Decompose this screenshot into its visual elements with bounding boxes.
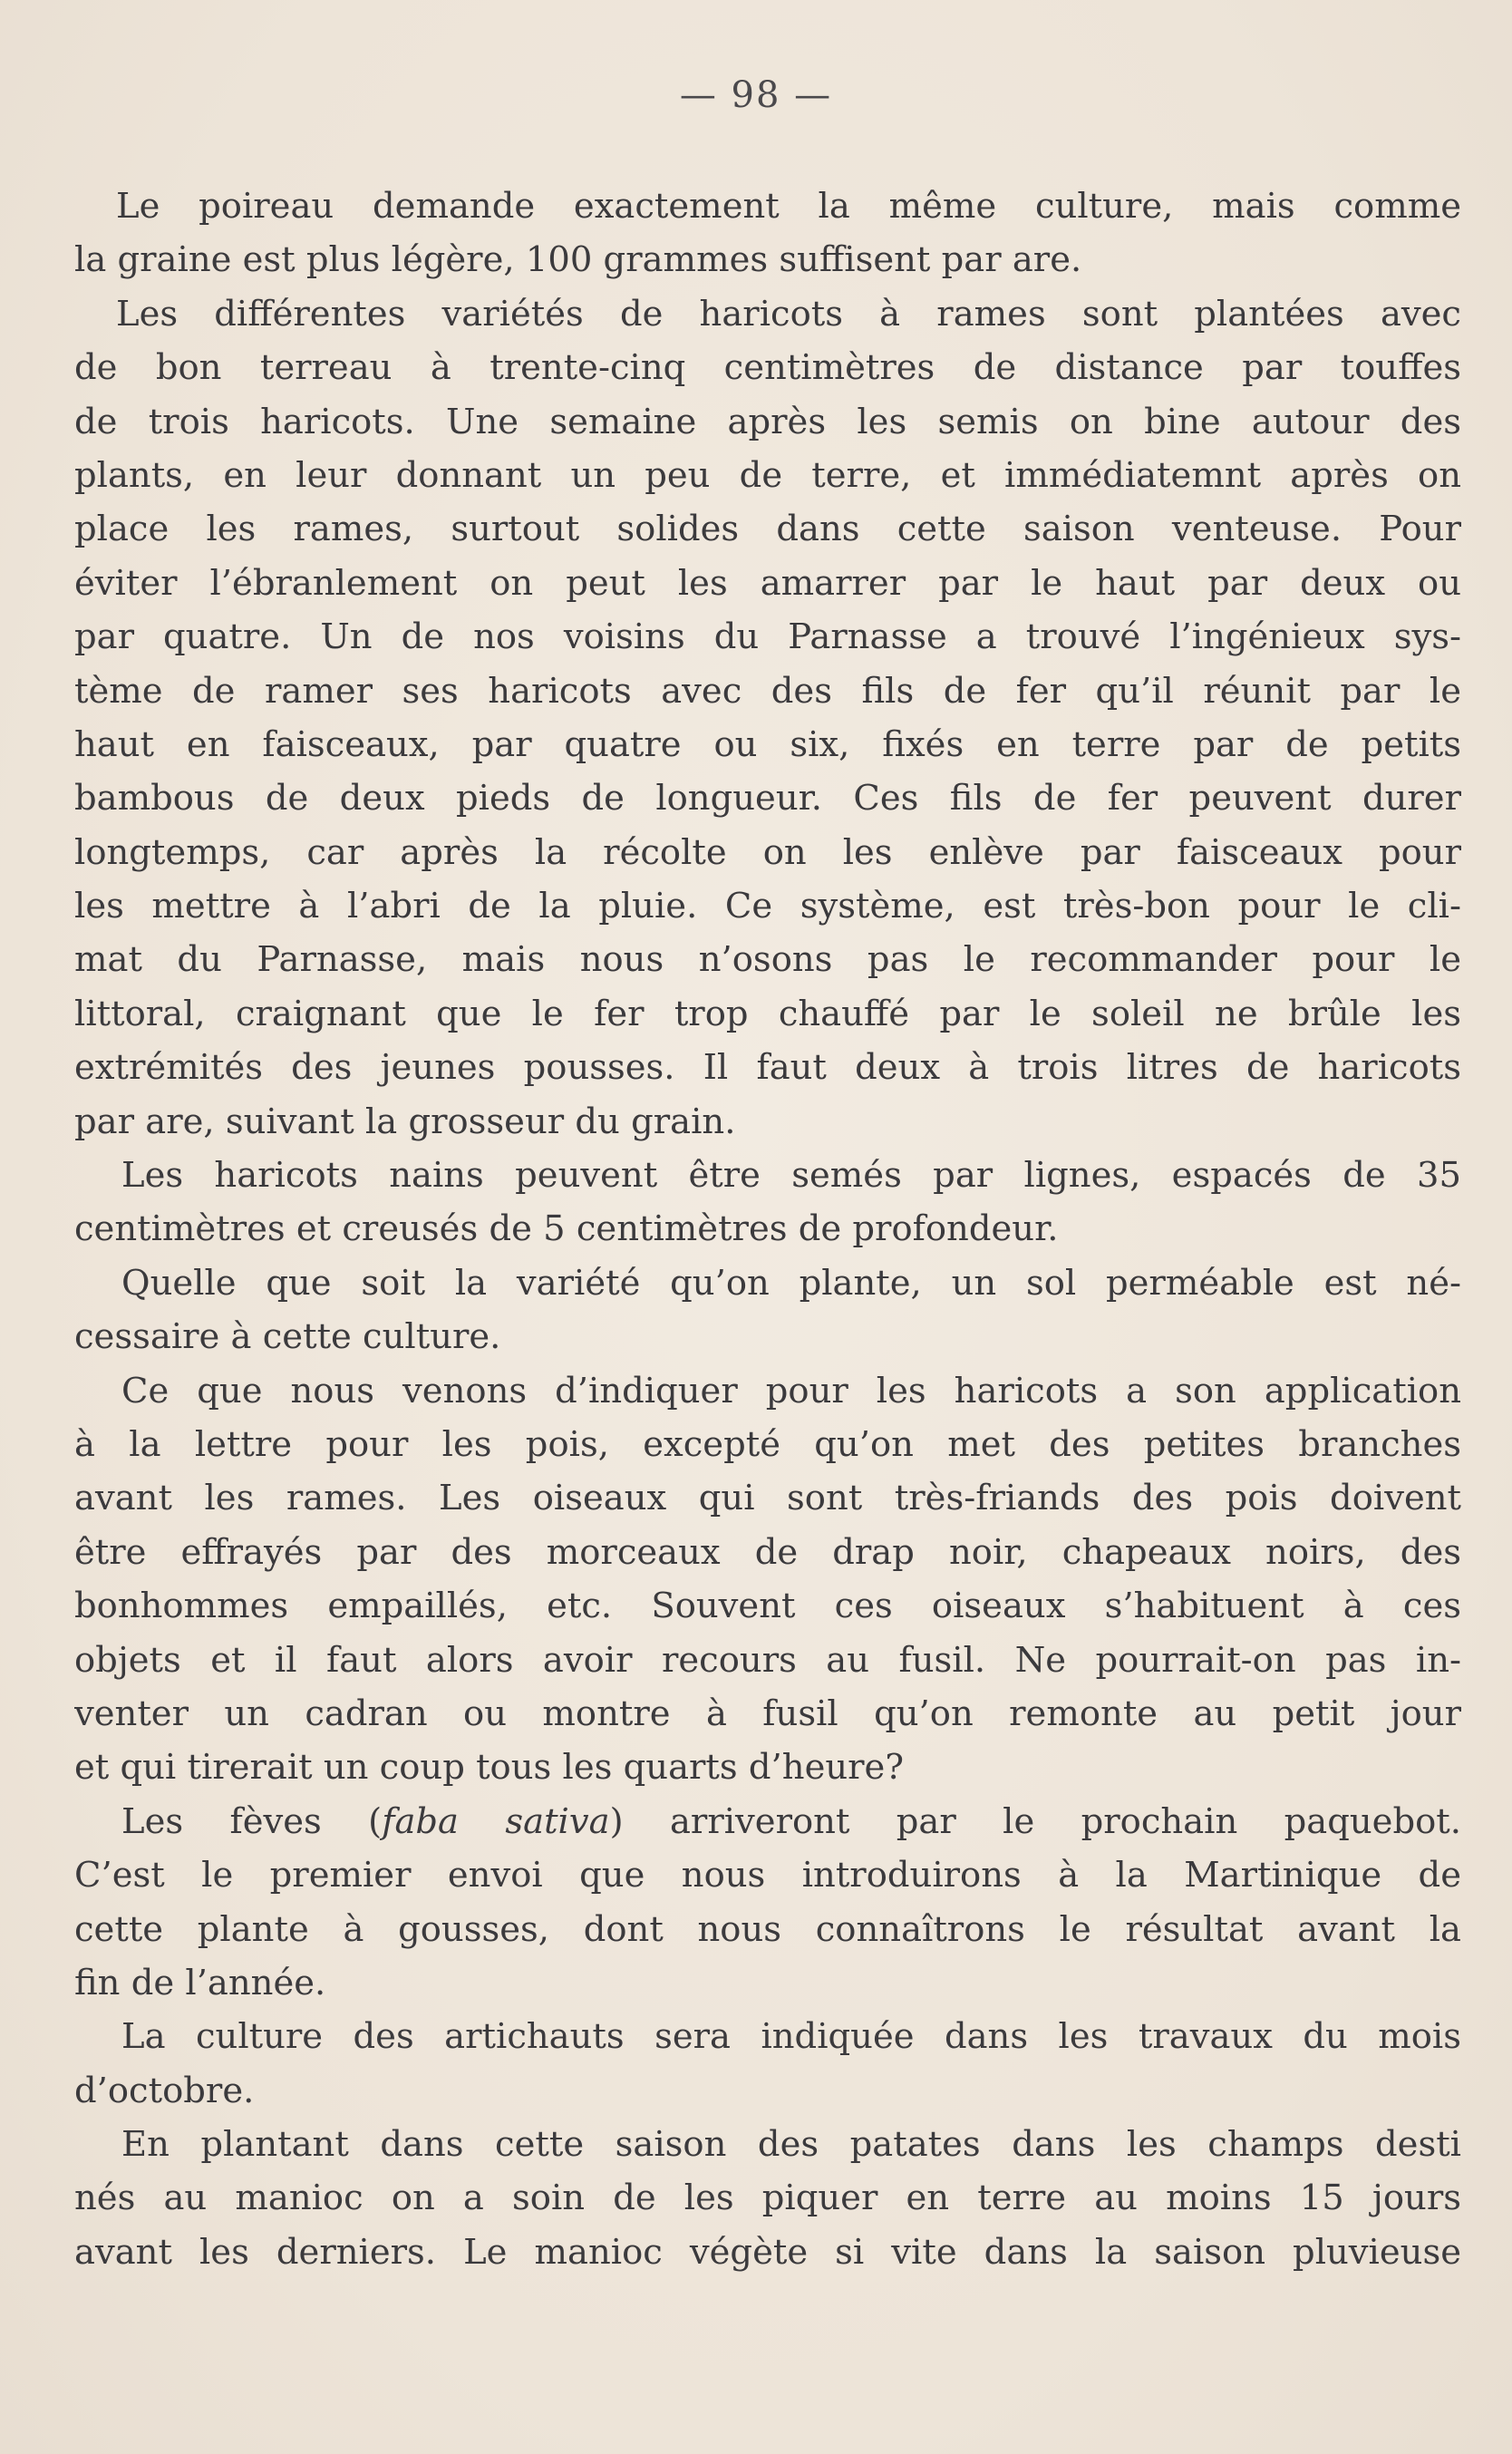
body-text — [74, 179, 1461, 2279]
text-line: avant les rames. Les oiseaux qui sont très-friands des pois doivent — [74, 1478, 1461, 1519]
text-line: nés au manioc on a soin de les piquer en terre au moins 15 jours — [74, 2178, 1461, 2219]
text-line: plants, en leur donnant un peu de terre, et immédiatemnt après on — [74, 454, 1461, 496]
text-line: Quelle que soit la variété qu’on plante, un sol perméable est né- — [121, 1262, 1461, 1304]
text-line: Les fèves (faba sativa) arriveront par le prochain paquebot. — [121, 1800, 1461, 1842]
text-line: mat du Parnasse, mais nous n’osons pas le recommander pour le — [74, 939, 1461, 981]
text-line: objets et il faut alors avoir recours au fusil. Ne pourrait-on pas in- — [74, 1639, 1461, 1681]
page-number: — 98 — — [679, 74, 833, 116]
text-line: cessaire à cette culture. — [74, 1316, 501, 1358]
text-line: bonhommes empaillés, etc. Souvent ces oiseaux s’habituent à ces — [74, 1586, 1461, 1627]
text-line: tème de ramer ses haricots avec des fils de fer qu’il réunit par le — [74, 670, 1461, 712]
text-line: longtemps, car après la récolte on les enlève par faisceaux pour — [74, 831, 1461, 873]
text-line: à la lettre pour les pois, excepté qu’on met des petites branches — [74, 1423, 1461, 1465]
text-line: fin de l’année. — [74, 1962, 326, 2003]
text-line: et qui tirerait un coup tous les quarts d’heure? — [74, 1747, 904, 1789]
text-line: venter un cadran ou montre à fusil qu’on remonte au petit jour — [74, 1693, 1461, 1734]
text-line: les mettre à l’abri de la pluie. Ce système, est très-bon pour le cli- — [74, 886, 1461, 927]
text-line: avant les derniers. Le manioc végète si vite dans la saison pluvieuse — [74, 2231, 1461, 2273]
text-line: place les rames, surtout solides dans cette saison venteuse. Pour — [74, 509, 1461, 550]
italic-term: faba sativa — [382, 1800, 610, 1842]
text-line: Ce que nous venons d’indiquer pour les haricots a son application — [121, 1370, 1461, 1411]
text-line: Le poireau demande exactement la même culture, mais comme — [116, 186, 1461, 227]
text-line: En plantant dans cette saison des patates dans les champs desti — [121, 2124, 1461, 2166]
text-line: Les différentes variétés de haricots à rames sont plantées avec — [116, 293, 1461, 335]
text-line: par are, suivant la grosseur du grain. — [74, 1101, 736, 1142]
text-line: centimètres et creusés de 5 centimètres de profondeur. — [74, 1208, 1059, 1250]
text-line: par quatre. Un de nos voisins du Parnasse a trouvé l’ingénieux sys- — [74, 616, 1461, 658]
text-line: littoral, craignant que le fer trop chauffé par le soleil ne brûle les — [74, 993, 1461, 1034]
text-line: La culture des artichauts sera indiquée dans les travaux du mois — [121, 2016, 1461, 2058]
text-line: extrémités des jeunes pousses. Il faut deux à trois litres de haricots — [74, 1047, 1461, 1089]
text-line: éviter l’ébranlement on peut les amarrer par le haut par deux ou — [74, 562, 1461, 604]
text-line: être effrayés par des morceaux de drap noir, chapeaux noirs, des — [74, 1531, 1461, 1573]
text-line: Les haricots nains peuvent être semés par lignes, espacés de 35 — [121, 1155, 1461, 1197]
text-line: haut en faisceaux, par quatre ou six, fixés en terre par de petits — [74, 723, 1461, 765]
text-line: la graine est plus légère, 100 grammes suffisent par are. — [74, 239, 1082, 281]
text-line: d’octobre. — [74, 2070, 255, 2111]
text-line: C’est le premier envoi que nous introduirons à la Martinique de — [74, 1855, 1461, 1896]
text-line: cette plante à gousses, dont nous connaîtrons le résultat avant la — [74, 1908, 1461, 1950]
text-line: bambous de deux pieds de longueur. Ces fils de fer peuvent durer — [74, 778, 1461, 820]
text-line: de trois haricots. Une semaine après les semis on bine autour des — [74, 401, 1461, 442]
text-line: de bon terreau à trente-cinq centimètres de distance par touffes — [74, 347, 1461, 389]
